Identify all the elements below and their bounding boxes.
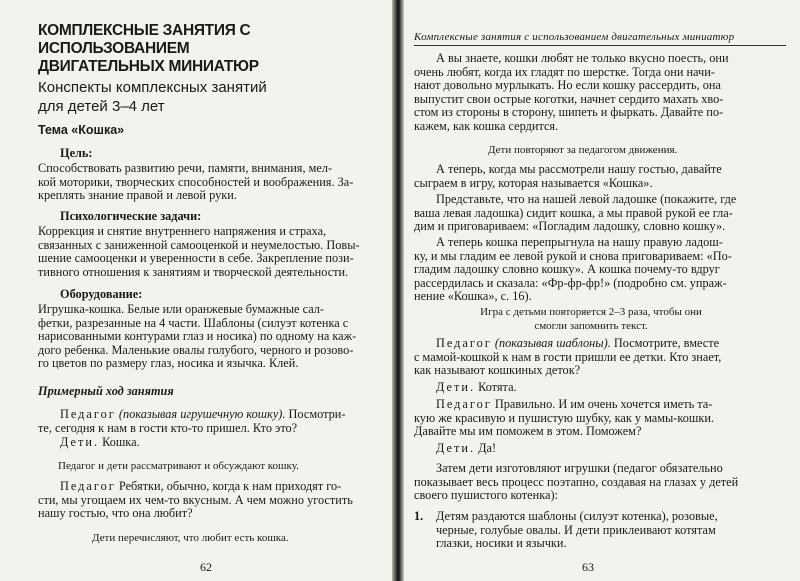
reply-text: Да! [475,441,497,455]
left-page [0,0,392,581]
list-item-1: Детям раздаются шаблоны (силуэт котенка), розовые, черные, голубые овалы. И дети приклеивают котятам глазки, носики и язычки. [436,509,718,551]
paragraph-2: А теперь, когда мы рассмотрели нашу гостью, давайте сыграем в игру, которая называется «Кошка». [414,162,722,190]
course-heading: Примерный ход занятия [38,384,174,398]
reply-text: Кошка. [99,435,140,449]
children-reply-1 [60,436,140,450]
reply-text: Котята. [475,380,517,394]
running-header: Комплексные занятия с использованием двигательных миниатюр [414,31,735,43]
dialog-text: Правильно. И им очень хочется иметь та- кую же красивую и пушистую шубку, как у мамы-кошки. Давайте мы им поможем в этом. Поможем? [414,397,714,439]
section-title: КОМПЛЕКСНЫЕ ЗАНЯТИЯ С ИСПОЛЬЗОВАНИЕМ ДВИГАТЕЛЬНЫХ МИНИАТЮР [38,22,259,75]
topic-heading: Тема «Кошка» [38,123,125,137]
page-number: 62 [200,560,212,574]
dialog-2 [38,480,353,521]
stage-direction: (показывая шаблоны). [494,336,611,350]
book-spine [392,0,404,581]
speaker-children: Дети. [436,441,476,455]
paragraph-3: Представьте, что на нашей левой ладошке (покажите, где ваша левая ладошка) сидит кошка, а мы правой рукой ее гла- дим и приговариваем: «Погладим ладошку, словно кошку». [414,192,737,234]
paragraph-4: А теперь кошка перепрыгнула на нашу правую ладош- ку, и мы гладим ее левой рукой и снова приговариваем: «По- гладим ладошку словно кошку». А кошка почему-то вдруг рассердилась и сказала: «Фр-фр-фр!» (подробно см. упраж- нение «Кошка», с. 16). [414,235,732,304]
stage-note-2: Педагог и дети рассматривают и обсуждают кошку. [58,460,299,472]
speaker-teacher: Педагог [436,336,492,350]
stage-note-3: Дети перечисляют, что любит есть кошка. [92,532,289,544]
goal-text: Способствовать развитию речи, памяти, внимания, мел- кой моторики, творческих способностей и воображения. За- креплять знание правой и левой руки. [38,161,354,203]
speaker-children: Дети. [436,380,476,394]
children-reply-1 [436,381,517,395]
dialog-text: Посмотрите, вместе с мамой-кошкой к нам в гости пришли ее детки. Кто знает, как называют кошкиных деток? [414,336,722,378]
dialog-1 [38,408,345,435]
children-reply-2 [436,442,496,456]
header-rule [414,45,786,46]
speaker-teacher: Педагог [60,479,116,493]
psych-heading: Психологические задачи: [60,209,202,223]
paragraph-1: А вы знаете, кошки любят не только вкусно поесть, они очень любят, когда их гладят по шерстке. Тогда они начи- нают довольно мурлыкать. Но если кошку рассердить, она выпустит свои острые коготки, начнет сердито махать хво- стом из стороны в сторону, шипеть и фыркать. Давайте по- кажем, как кошка сердится. [414,51,729,133]
speaker-teacher: Педагог [436,397,492,411]
dialog-text: Посмотри- те, сегодня к нам в гости кто-то пришел. Кто это? [38,407,346,435]
stage-note-2: Игра с детьми повторяется 2–3 раза, чтобы они смогли запомнить текст. [480,306,702,332]
goal-heading: Цель: [60,146,93,160]
section-subtitle: Конспекты комплексных занятий для детей 3–4 лет [38,79,267,115]
stage-direction: (показывая игрушечную кошку). [118,407,286,421]
dialog-text: Ребятки, обычно, когда к нам приходят го- сти, мы угощаем их чем-то вкусным. А чем можно угостить нашу гостью, что она любит? [38,479,353,521]
page-number: 63 [582,560,594,574]
psych-text: Коррекция и снятие внутреннего напряжения и страха, связанных с заниженной самооценкой и неумелостью. Повы- шение самооценки и уверенности в себе. Закрепление пози- тивного отношения к занятиям и творческой деятельности. [38,224,360,279]
speaker-teacher: Педагог [60,407,116,421]
list-marker: 1. [414,509,424,523]
paragraph-5: Затем дети изготовляют игрушки (педагог обязательно показывает весь процесс поэтапно, создавая на глазах у детей своего пушистого котенка): [414,461,739,503]
right-page [404,0,800,581]
equipment-heading: Оборудование: [60,287,143,301]
speaker-children: Дети. [60,435,100,449]
dialog-1 [414,337,721,378]
stage-note-1: Дети повторяют за педагогом движения. [488,144,678,156]
equipment-text: Игрушка-кошка. Белые или оранжевые бумажные сал- фетки, разрезанные на 4 части. Шаблоны (силуэт котенка с нарисованными контурами глаз и носика) по одному на каж- дого ребенка. Маленькие овалы голубого, черного и розово- го цветов по размеру глаз, носика и язычка. Клей. [38,302,357,371]
dialog-2 [414,398,714,439]
